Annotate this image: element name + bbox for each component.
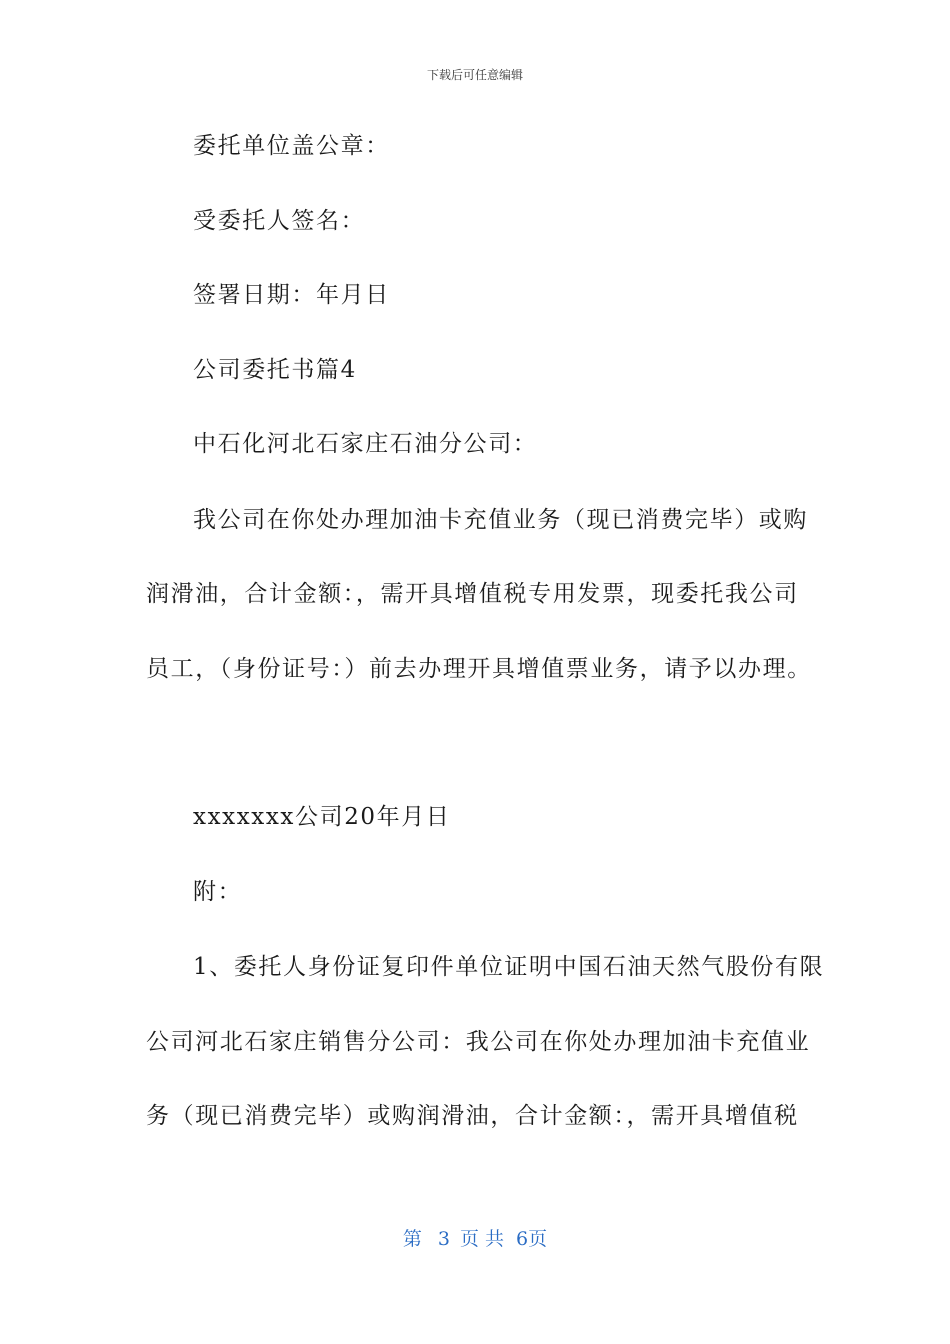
attachment-line: 1、委托人身份证复印件单位证明中国石油天然气股份有限 — [193, 954, 825, 980]
attachment-line: 务（现已消费完毕）或购润滑油，合计金额：，需开具增值税 — [146, 1103, 799, 1129]
section-title: 公司委托书篇4 — [193, 357, 357, 383]
paragraph-line: 我公司在你处办理加油卡充值业务（现已消费完毕）或购 — [193, 507, 808, 533]
signature-line: 受委托人签名： — [193, 208, 366, 234]
seal-line: 委托单位盖公章： — [193, 133, 390, 159]
page-footer — [0, 1226, 950, 1252]
attachment-label: 附： — [193, 879, 243, 905]
attachment-line: 公司河北石家庄销售分公司：我公司在你处办理加油卡充值业 — [146, 1029, 811, 1055]
date-line: 签署日期：年月日 — [193, 282, 390, 308]
page-header: 下载后可任意编辑 — [426, 68, 523, 82]
footer-prefix: 第 — [402, 1228, 422, 1250]
company-date-line: xxxxxxx公司20年月日 — [193, 804, 451, 830]
current-page-number: 3 — [437, 1228, 450, 1250]
addressee: 中石化河北石家庄石油分公司： — [193, 431, 538, 457]
footer-suffix: 页 — [528, 1228, 548, 1250]
paragraph-line: 员工，（身份证号：）前去办理开具增值票业务，请予以办理。 — [146, 656, 812, 682]
paragraph-line: 润滑油，合计金额：，需开具增值税专用发票，现委托我公司 — [146, 581, 799, 607]
footer-middle: 页 共 — [459, 1228, 505, 1250]
total-pages-number: 6 — [516, 1228, 529, 1250]
